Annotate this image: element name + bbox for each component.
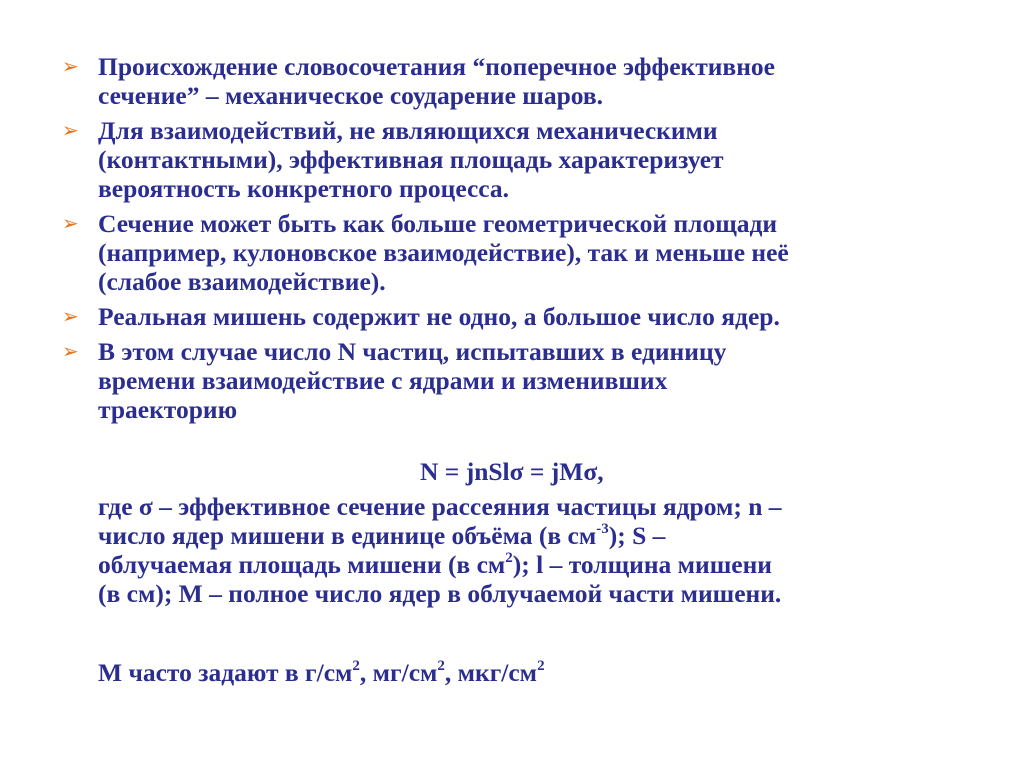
bullet-item [62, 52, 962, 110]
bullet-item [62, 337, 962, 424]
bullet-text: В этом случае число N частиц, испытавших в единицу времени взаимодействие с ядрами и изменивших траекторию [98, 337, 727, 424]
bullet-text: Для взаимодействий, не являющихся механическими (контактными), эффективная площадь характеризует вероятность конкретного процесса. [98, 116, 724, 203]
exponent: 2 [537, 657, 545, 674]
bullet-item [62, 116, 962, 203]
arrowhead-bullet-icon: ➢ [62, 118, 79, 142]
definition-line [98, 550, 978, 579]
note-text: , мкг/см [444, 658, 538, 687]
arrowhead-bullet-icon: ➢ [62, 339, 79, 363]
bullet-item [62, 209, 962, 296]
variable-definitions [98, 492, 978, 608]
bullet-text: Сечение может быть как больше геометрической площади (например, кулоновское взаимодействие), так и меньше неё (слабое взаимодействие). [98, 209, 789, 296]
definition-text: ); S – [608, 521, 666, 550]
bullet-text: Реальная мишень содержит не одно, а большое число ядер. [98, 302, 780, 331]
note-text: , мг/см [359, 658, 438, 687]
definition-line: (в см); M – полное число ядер в облучаемой части мишени. [98, 579, 782, 608]
exponent: 2 [505, 549, 513, 566]
mass-units-note [98, 658, 545, 687]
bullet-list [62, 52, 962, 430]
bullet-text: Происхождение словосочетания “поперечное эффективное сечение” – механическое соударение шаров. [98, 52, 775, 110]
interaction-formula: N = jnSlσ = jMσ, [420, 457, 604, 486]
definition-text: число ядер мишени в единице объёма (в см [98, 521, 597, 550]
definition-text: ); l – толщина мишени [512, 550, 772, 579]
note-text: M часто задают в г/см [98, 658, 353, 687]
definition-line [98, 521, 978, 550]
exponent: -3 [596, 520, 609, 537]
definition-text: облучаемая площадь мишени (в см [98, 550, 506, 579]
arrowhead-bullet-icon: ➢ [62, 211, 79, 235]
arrowhead-bullet-icon: ➢ [62, 304, 79, 328]
exponent: 2 [352, 657, 360, 674]
bullet-item [62, 302, 962, 331]
definition-line: где σ – эффективное сечение рассеяния частицы ядром; n – [98, 492, 782, 521]
arrowhead-bullet-icon: ➢ [62, 54, 79, 78]
exponent: 2 [437, 657, 445, 674]
